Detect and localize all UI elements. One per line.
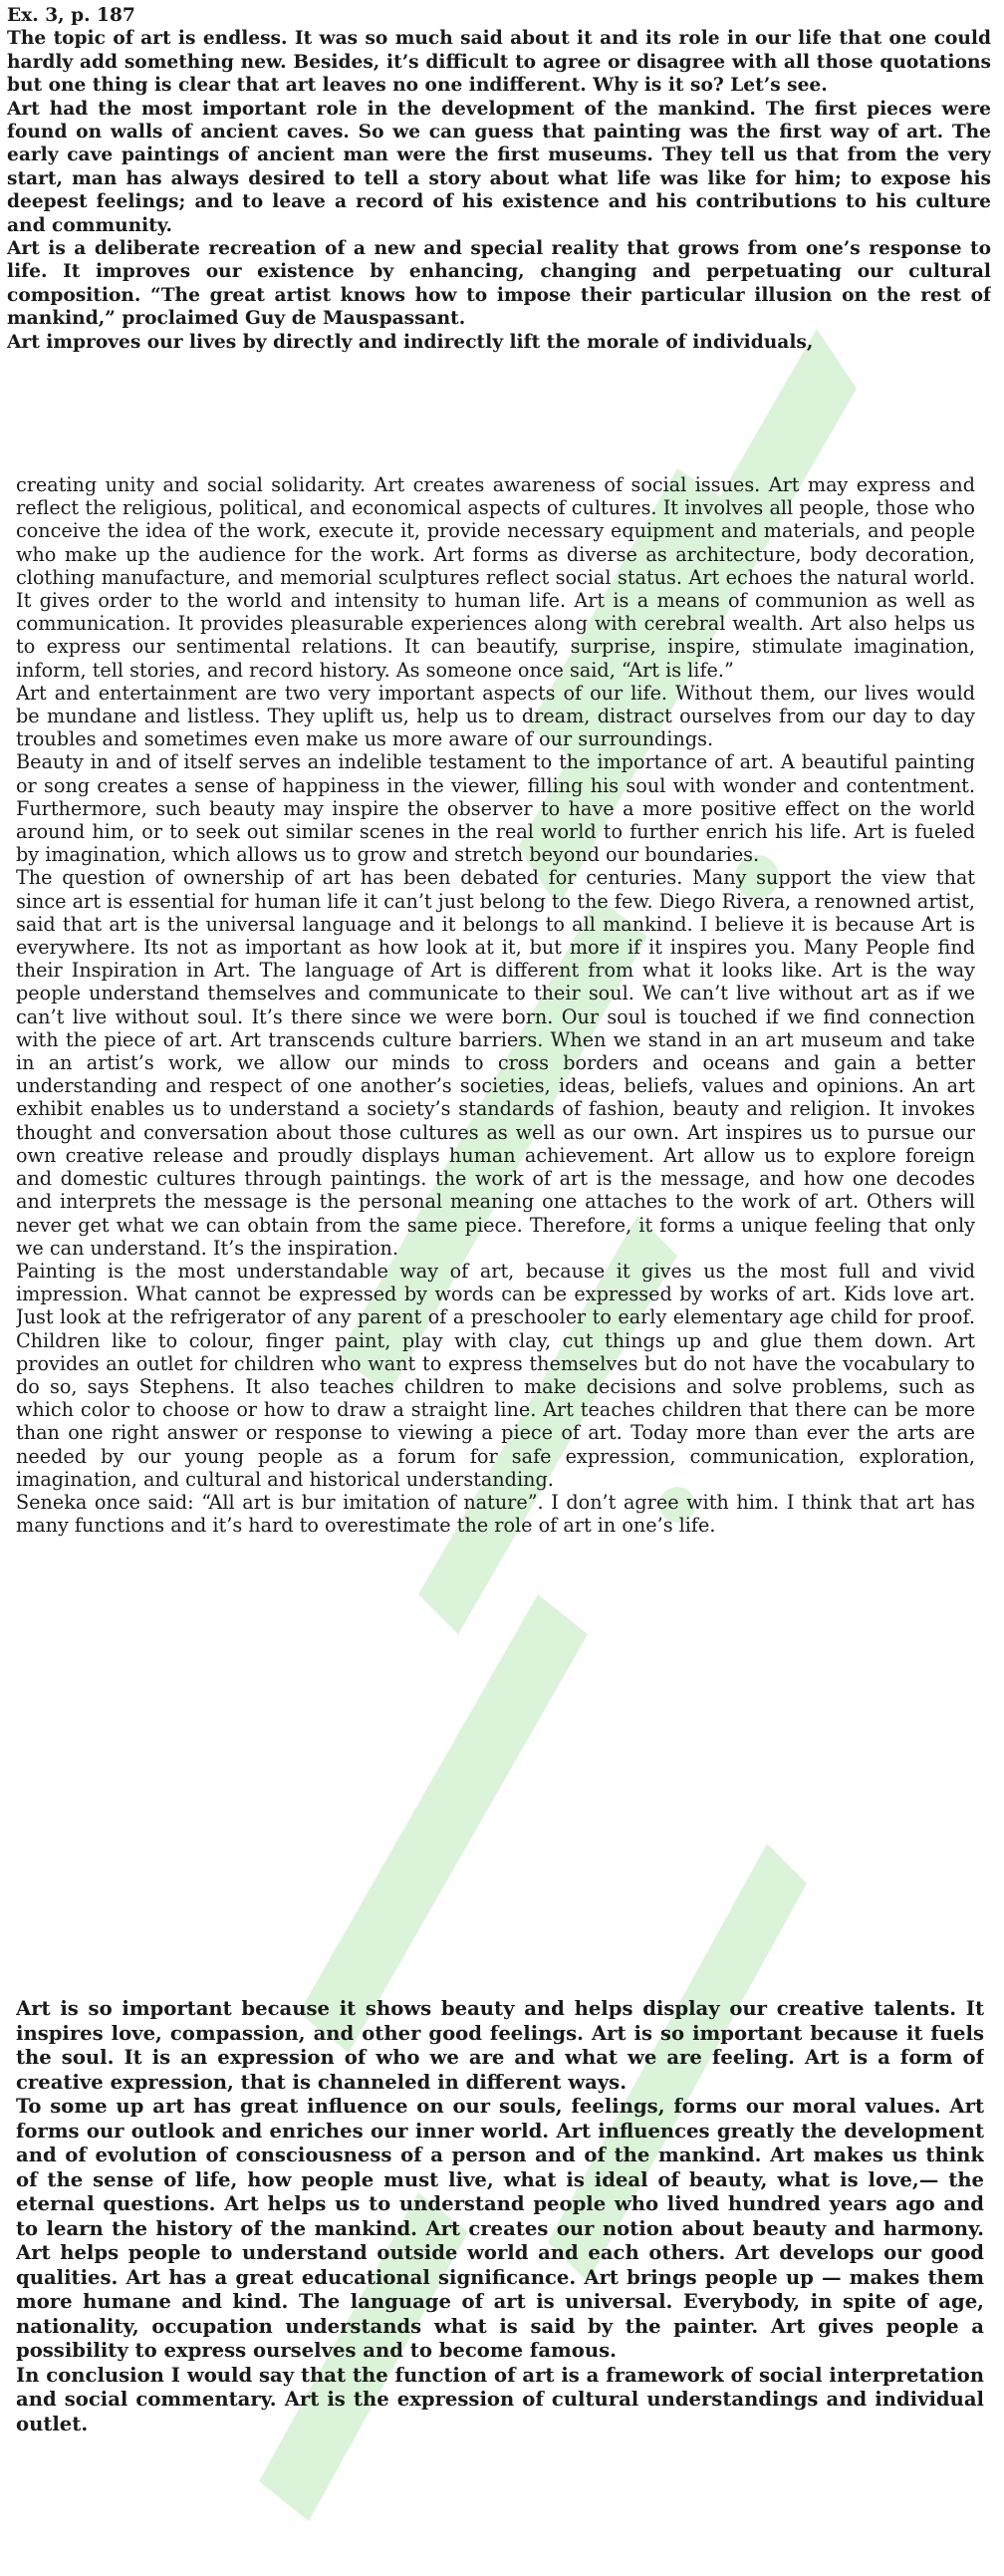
paragraph: Seneka once said: “All art is bur imitation of nature”. I don’t agree with him. I think that art has many functions and it’s hard to overestimate the role of art in one’s life. (16, 1490, 975, 1538)
text-block-middle (16, 473, 975, 1963)
paragraph: Art and entertainment are two very important aspects of our life. Without them, our lives would be mundane and listless. They uplift us, help us to dream, distract ourselves from our day to day troubles and sometimes even make us more aware of our surroundings. (16, 681, 975, 751)
paragraph: In conclusion I would say that the function of art is a framework of social interpretation and social commentary. Art is the expression of cultural understandings and individual outlet. (16, 2363, 984, 2435)
paragraph: The topic of art is endless. It was so much said about it and its role in our life that one could hardly add something new. Besides, it’s difficult to agree or disagree with all those quotations but one thing is clear that art leaves no one indifferent. Why is it so? Let’s see. (7, 28, 991, 97)
paragraph: creating unity and social solidarity. Art creates awareness of social issues. Art may express and reflect the religious, political, and economical aspects of cultures. It involves all people, those who conceive the idea of the work, execute it, provide necessary equipment and materials, and people who make up the audience for the work. Art forms as diverse as architecture, body decoration, clothing manufacture, and memorial sculptures reflect social status. Art echoes the natural world. It gives order to the world and intensity to human life. Art is a means of communion as well as communication. It provides pleasurable experiences along with cerebral wealth. Art also helps us to express our sentimental relations. It can beautify, surprise, inspire, stimulate imagination, inform, tell stories, and record history. As someone once said, “Art is life.” (16, 473, 975, 682)
paragraph: The question of ownership of art has been debated for centuries. Many support the view that since art is essential for human life it can’t just belong to the few. Diego Rivera, a renowned artist, said that art is the universal language and it belongs to all mankind. I believe it is because Art is everywhere. Its not as important as how look at it, but more if it inspires you. Many People find their Inspiration in Art. The language of Art is different from what it looks like. Art is the way people understand themselves and communicate to their soul. We can’t live without art as if we can’t live without soul. It’s there since we were born. Our soul is touched if we find connection with the piece of art. Art transcends culture barriers. When we stand in an art museum and take in an artist’s work, we allow our minds to cross borders and oceans and gain a better understanding and respect of one another’s societies, ideas, beliefs, values and opinions. An art exhibit enables us to understand a society’s standards of fashion, beauty and religion. It invokes thought and conversation about those cultures as well as our own. Art inspires us to pursue our own creative release and proudly displays human achievement. Art allow us to explore foreign and domestic cultures through paintings. the work of art is the message, and how one decodes and interprets the message is the personal meaning one attaches to the work of art. Others will never get what we can obtain from the same piece. Therefore, it forms a unique feeling that only we can understand. It’s the inspiration. (16, 866, 975, 1260)
paragraph: Art had the most important role in the development of the mankind. The first pieces were found on walls of ancient caves. So we can guess that painting was the first way of art. The early cave paintings of ancient man were the first museums. They tell us that from the very start, man has always desired to tell a story about what life was like for him; to expose his deepest feelings; and to leave a record of his existence and his contributions to his culture and community. (7, 98, 991, 236)
paragraph: Art improves our lives by directly and indirectly lift the morale of individuals, (7, 331, 814, 353)
paragraph: Beauty in and of itself serves an indelible testament to the importance of art. A beautiful painting or song creates a sense of happiness in the viewer, filling his soul with wonder and contentment. Furthermore, such beauty may inspire the observer to have a more positive effect on the world around him, or to seek out similar scenes in the real world to further enrich his life. Art is fueled by imagination, which allows us to grow and stretch beyond our boundaries. (16, 750, 975, 867)
exercise-heading: Ex. 3, p. 187 (7, 5, 135, 26)
paragraph: Art is so important because it shows beauty and helps display our creative talents. It inspires love, compassion, and other good feelings. Art is so important because it fuels the soul. It is an expression of who we are and what we are feeling. Art is a form of creative expression, that is channeled in different ways. (16, 1997, 984, 2094)
paragraph: To some up art has great influence on our souls, feelings, forms our moral values. Art forms our outlook and enriches our inner world. Art influences greatly the development and of evolution of consciousness of a person and of the mankind. Art makes us think of the sense of life, how people must live, what is ideal of beauty, what is love,— the eternal questions. Art helps us to understand people who lived hundred years ago and to learn the history of the mankind. Art creates our notion about beauty and harmony. Art helps people to understand outside world and each others. Art develops our good qualities. Art has a great educational significance. Art brings people up — makes them more humane and kind. The language of art is universal. Everybody, in spite of age, nationality, occupation understands what is said by the painter. Art gives people a possibility to express ourselves and to become famous. (16, 2095, 984, 2362)
text-block-top (7, 4, 991, 448)
text-block-bottom (16, 1997, 984, 2571)
paragraph: Art is a deliberate recreation of a new and special reality that grows from one’s response to life. It improves our existence by enhancing, changing and perpetuating our cultural composition. “The great artist knows how to impose their particular illusion on the rest of mankind,” proclaimed Guy de Mauspassant. (7, 238, 991, 330)
paragraph: Painting is the most understandable way of art, because it gives us the most full and vivid impression. What cannot be expressed by words can be expressed by works of art. Kids love art. Just look at the refrigerator of any parent of a preschooler to early elementary age child for proof. Children like to colour, finger paint, play with clay, cut things up and glue them down. Art provides an outlet for children who want to express themselves but do not have the vocabulary to do so, says Stephens. It also teaches children to make decisions and solve problems, such as which color to choose or how to draw a straight line. Art teaches children that there can be more than one right answer or response to viewing a piece of art. Today more than ever the arts are needed by our young people as a forum for safe expression, communication, exploration, imagination, and cultural and historical understanding. (16, 1259, 975, 1491)
